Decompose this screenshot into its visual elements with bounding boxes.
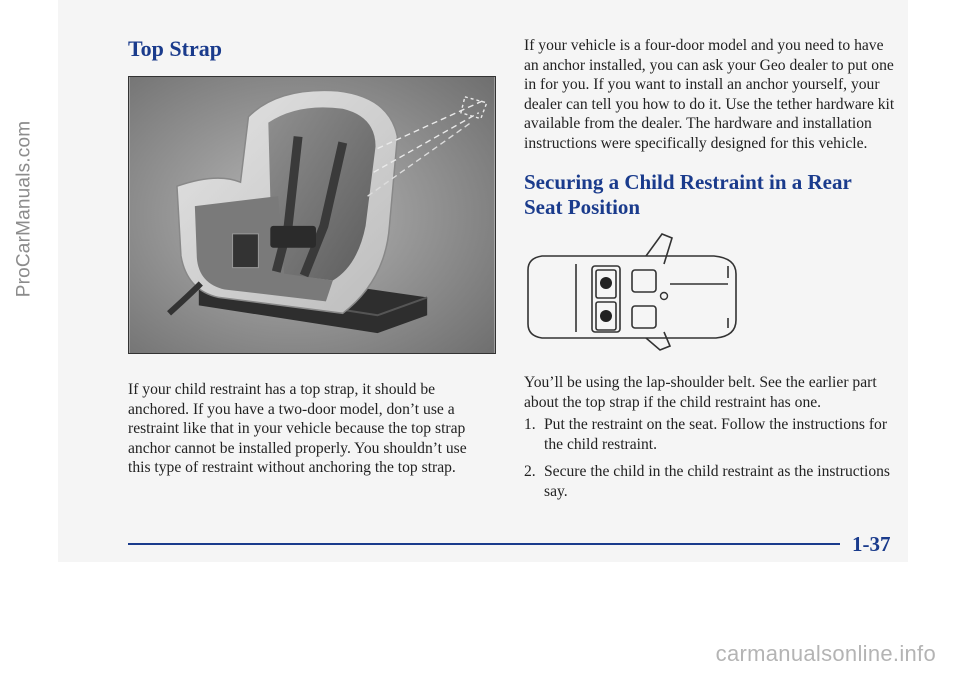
step-number: 2. — [524, 463, 536, 480]
step-number: 1. — [524, 416, 536, 433]
anchor-install-paragraph: If your vehicle is a four-door model and you need to have an anchor installed, you can ask your Geo dealer to put one in for you. If you want to install an anchor yourself, your dealer can tell you how to do it. Use the tether hardware kit available from the dealer. The hardware and installation instructions were specifically designed for this vehicle. — [524, 37, 895, 152]
footer-rule — [128, 543, 840, 545]
step-text: Put the restraint on the seat. Follow the instructions for the child restraint. — [544, 416, 888, 453]
step-item — [524, 415, 900, 454]
top-strap-paragraph: If your child restraint has a top strap, it should be anchored. If you have a two-door model, don’t use a restraint like that in your vehicle because the top strap anchor cannot be installed properly. You shouldn’t use this type of restraint without anchoring the top strap. — [128, 381, 467, 476]
side-watermark — [4, 44, 44, 374]
bottom-watermark: carmanualsonline.info — [715, 641, 936, 666]
rear-seat-heading: Securing a Child Restraint in a Rear Seat Position — [524, 170, 852, 219]
page-number: 1-37 — [852, 532, 891, 556]
step-item — [524, 462, 900, 501]
child-seat-photo — [128, 76, 496, 354]
side-watermark-text: ProCarManuals.com — [13, 120, 35, 298]
instruction-steps — [524, 415, 900, 509]
lap-shoulder-paragraph: You’ll be using the lap-shoulder belt. See the earlier part about the top strap if the child restraint has one. — [524, 374, 877, 411]
step-text: Secure the child in the child restraint as the instructions say. — [544, 463, 891, 500]
top-strap-heading: Top Strap — [128, 36, 222, 61]
car-top-view-diagram — [524, 228, 740, 352]
